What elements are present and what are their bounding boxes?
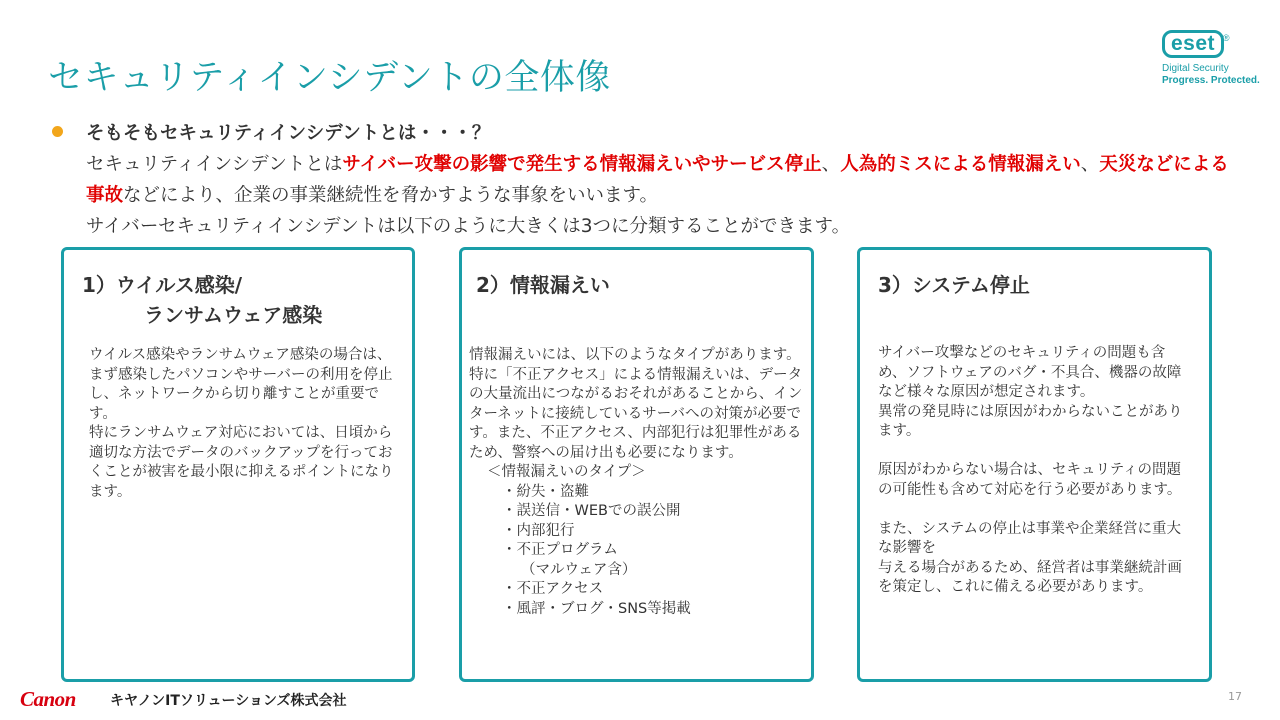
card-paragraph: 原因がわからない場合は、セキュリティの問題の可能性も含めて対応を行う必要があります。: [878, 462, 1182, 498]
canon-logo: Canon: [20, 687, 76, 711]
eset-tagline-2: Progress. Protected.: [1162, 75, 1260, 86]
card-title: 3）システム停止: [878, 273, 1030, 297]
intro-highlight-2: 人為的ミスによる情報漏えい: [840, 154, 1081, 175]
leak-types-heading: ＜情報漏えいのタイプ＞: [487, 464, 646, 480]
card-body: [89, 346, 397, 502]
list-item: ・誤送信・WEBでの誤公開: [502, 503, 681, 519]
card-body: [469, 346, 809, 619]
card-paragraph: また、システムの停止は事業や企業経営に重大な影響を: [878, 520, 1182, 556]
eset-logo-badge: [1162, 30, 1231, 58]
eset-logo-brand: eset: [1171, 32, 1216, 55]
card-virus-ransomware: [61, 247, 415, 682]
card-paragraph: 情報漏えいには、以下のようなタイプがあります。: [469, 347, 801, 363]
card-title-line-2: ランサムウェア感染: [144, 303, 323, 327]
list-item: ・風評・ブログ・SNS等掲載: [502, 600, 691, 617]
intro-text: [86, 118, 1236, 242]
intro-p1-c: 、: [1080, 154, 1100, 175]
leak-types-list: [469, 483, 809, 620]
card-paragraph: 特に「不正アクセス」による情報漏えいは、データの大量流出につながるおそれがあることから、インターネットに接続しているサーバへの対策が必要です。また、不正アクセス、内部犯行は犯罪性がある: [469, 366, 803, 441]
list-item: ・不正アクセス: [502, 581, 604, 597]
eset-reg-mark: ®: [1222, 33, 1231, 43]
card-title: [82, 270, 322, 330]
card-body: [878, 344, 1193, 598]
intro-highlight-1: サイバー攻撃の影響で発生する情報漏えいやサービス停止: [342, 154, 822, 175]
card-title-line-1: 1）ウイルス感染/: [82, 273, 243, 297]
intro-highlight-3: 天災などによる事故: [86, 154, 1229, 206]
spacer: [878, 442, 1193, 462]
list-item: ・紛失・盗難: [502, 483, 589, 500]
card-system-outage: [857, 247, 1212, 682]
company-name: キヤノンITソリューションズ株式会社: [110, 693, 347, 709]
card-paragraph: ウイルス感染やランサムウェア感染の場合は、まず感染したパソコンやサーバーの利用を停止し、ネットワークから切り離すことが重要です。: [89, 347, 393, 422]
slide-title: セキュリティインシデントの全体像: [48, 58, 611, 98]
intro-p1-b: 、: [821, 154, 841, 175]
list-item: ・内部犯行: [502, 522, 575, 539]
page-number: 17: [1228, 690, 1242, 703]
card-paragraph: サイバー攻撃などのセキュリティの問題も含め、ソフトウェアのバグ・不具合、機器の故障など様々な原因が想定されます。: [878, 345, 1182, 400]
eset-tagline-1: Digital Security: [1162, 63, 1229, 74]
spacer: [878, 500, 1193, 520]
intro-p1-a: セキュリティインシデントとは: [86, 154, 343, 175]
intro-question: そもそもセキュリティインシデントとは・・・？: [86, 123, 491, 144]
bullet-icon: [52, 126, 63, 137]
list-item: （マルウェア含）: [521, 561, 637, 578]
card-paragraph: ため、警察への届け出も必要になります。: [469, 444, 743, 461]
intro-p1-d: などにより、企業の事業継続性を脅かすような事象をいいます。: [123, 185, 659, 206]
list-item: ・不正プログラム: [502, 542, 618, 558]
card-paragraph: 異常の発見時には原因がわからないことがあります。: [878, 403, 1183, 439]
intro-paragraph-1: [86, 149, 1236, 211]
intro-paragraph-2: サイバーセキュリティインシデントは以下のように大きくは3つに分類することができます。: [86, 216, 851, 237]
eset-logo: [1162, 30, 1262, 86]
card-paragraph: 特にランサムウェア対応においては、日頃から適切な方法でデータのバックアップを行っておくことが被害を最小限に抑えるポイントになります。: [89, 425, 394, 500]
card-title: 2）情報漏えい: [476, 273, 610, 297]
card-paragraph: 与える場合があるため、経営者は事業継続計画を策定し、これに備える必要があります。: [878, 559, 1182, 595]
card-data-leak: [459, 247, 814, 682]
